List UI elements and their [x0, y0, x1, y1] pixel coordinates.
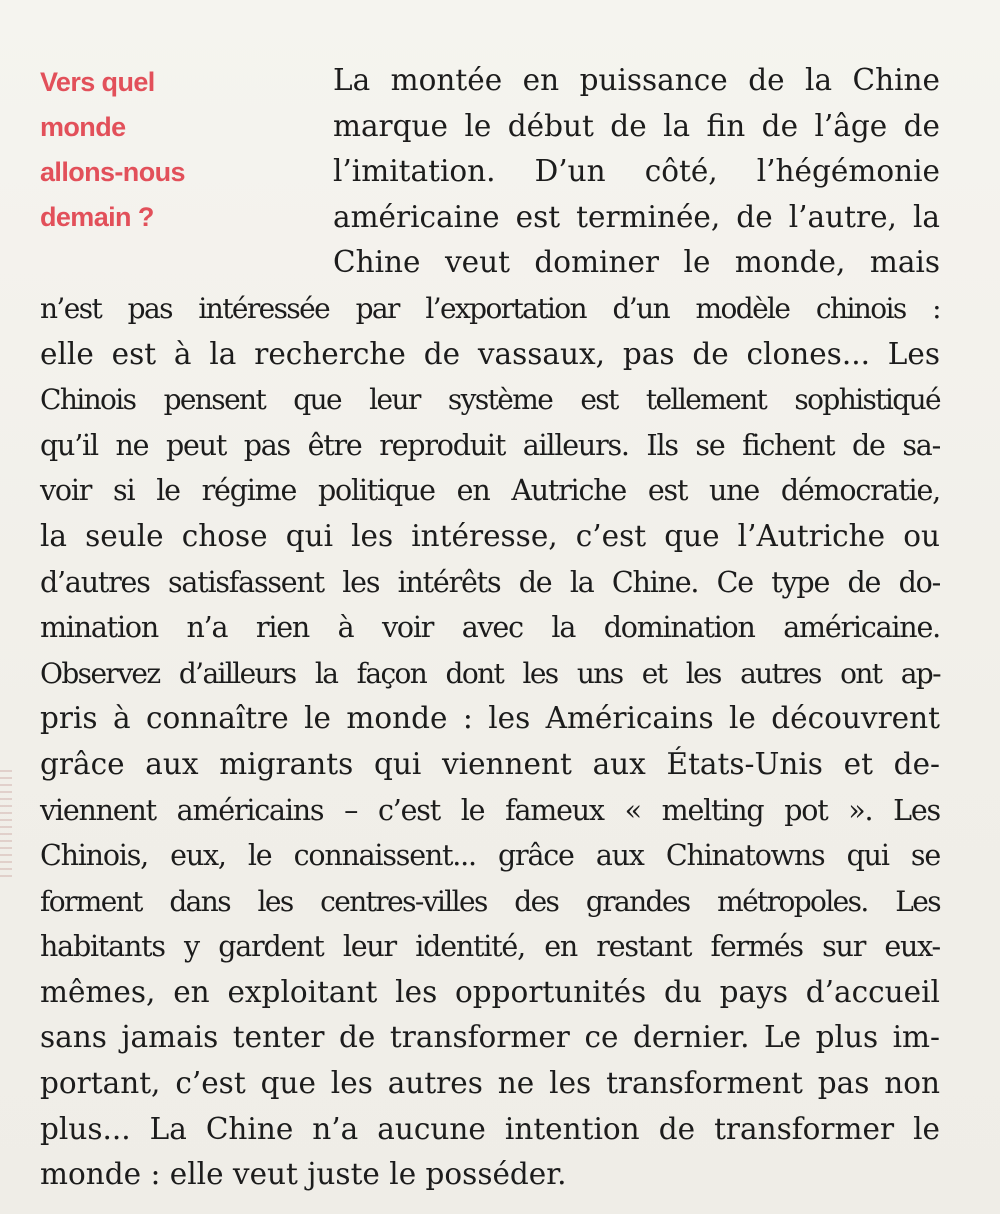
article-line: habitants y gardent leur identité, en restant fermés sur eux- — [40, 930, 940, 964]
article-line: Observez d’ailleurs la façon dont les uns et les autres ont ap- — [40, 656, 940, 690]
article-line: marque le début de la fin de l’âge de — [333, 108, 940, 143]
article-line: sans jamais tenter de transformer ce dernier. Le plus im- — [40, 1020, 940, 1055]
article-line: mêmes, en exploitant les opportunités du pays d’accueil — [40, 974, 940, 1009]
article-line: d’autres satisfassent les intérêts de la Chine. Ce type de do- — [40, 565, 940, 599]
article-line: Chinois, eux, le connaissent... grâce aux Chinatowns qui se — [40, 839, 940, 873]
article-line: forment dans les centres-villes des grandes métropoles. Les — [40, 884, 940, 918]
article-line: elle est à la recherche de vassaux, pas de clones... Les — [40, 336, 940, 371]
article-line: plus... La Chine n’a aucune intention de transformer le — [40, 1111, 940, 1146]
article-line: grâce aux migrants qui viennent aux États-Unis et de- — [40, 746, 940, 781]
article-line: portant, c’est que les autres ne les transforment pas non — [40, 1066, 940, 1101]
kicker-line: demain ? — [40, 202, 154, 232]
article-line: pris à connaître le monde : les Américains le découvrent — [40, 701, 940, 736]
article-line: mination n’a rien à voir avec la domination américaine. — [40, 611, 940, 645]
article-line: l’imitation. D’un côté, l’hégémonie — [333, 154, 940, 189]
article-line: américaine est terminée, de l’autre, la — [333, 199, 940, 234]
article-line: n’est pas intéressée par l’exportation d’un modèle chinois : — [40, 291, 940, 325]
page-edge-marks — [0, 770, 12, 880]
article-line: La montée en puissance de la Chine — [333, 63, 940, 97]
article-line: Chine veut dominer le monde, mais — [333, 245, 940, 280]
article-line: qu’il ne peut pas être reproduit ailleurs. Ils se fichent de sa- — [40, 428, 940, 462]
article-line: viennent américains – c’est le fameux « melting pot ». Les — [40, 793, 940, 827]
article-line: Chinois pensent que leur système est tellement sophistiqué — [40, 383, 940, 417]
article-line: voir si le régime politique en Autriche est une démocratie, — [40, 474, 940, 508]
kicker-line: allons-nous — [40, 157, 185, 187]
kicker-line: monde — [40, 112, 126, 142]
kicker-line: Vers quel — [40, 67, 155, 97]
article-line: monde : elle veut juste le posséder. — [40, 1157, 567, 1192]
article-body — [40, 58, 940, 1198]
article-line: la seule chose qui les intéresse, c’est que l’Autriche ou — [40, 518, 940, 553]
